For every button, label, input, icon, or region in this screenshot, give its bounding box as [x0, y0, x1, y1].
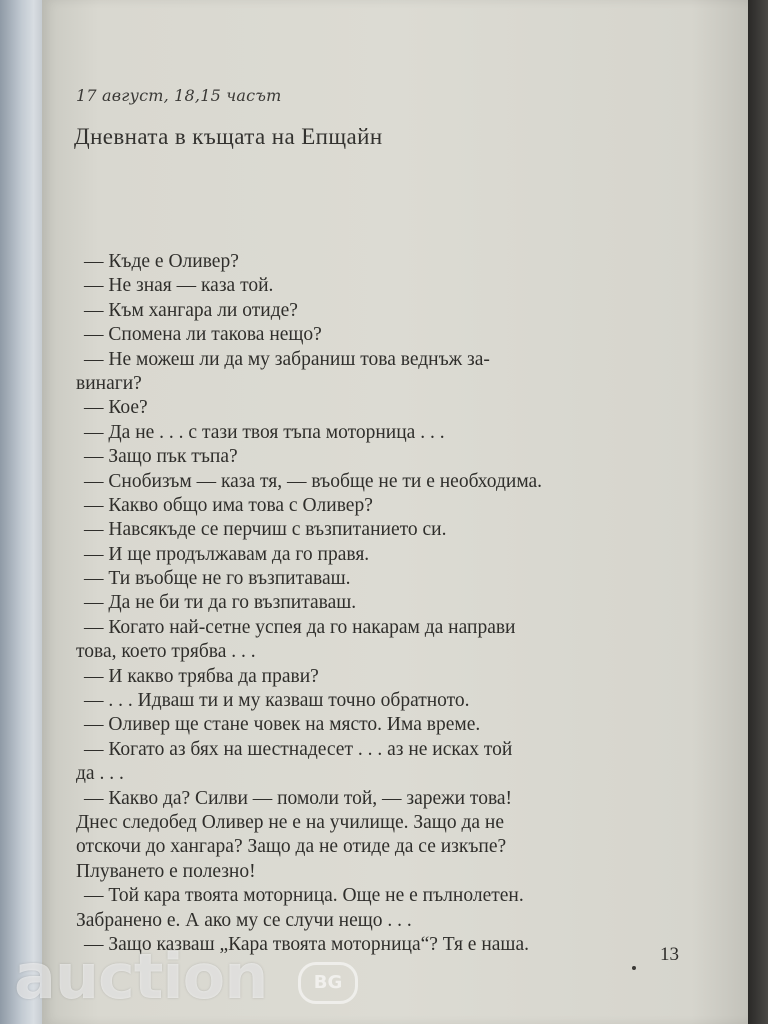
text-line: — Навсякъде се перчиш с възпитанието си.	[84, 519, 447, 541]
text-line: — Снобизъм — каза тя, — въобще не ти е необходима.	[84, 470, 543, 492]
chapter-title: Дневната в къщата на Епщайн	[74, 124, 383, 149]
page-number: 13	[660, 944, 679, 965]
text-line: — Не зная — каза той.	[84, 275, 274, 297]
text-line: — Спомена ли такова нещо?	[84, 324, 322, 346]
dialogue-text-block	[76, 250, 686, 957]
page-right-edge	[748, 0, 768, 1024]
text-line: — Да не би ти да го възпитаваш.	[84, 592, 357, 614]
text-line: това, което трябва . . .	[76, 641, 256, 663]
text-line: — Когато аз бях на шестнадесет . . . аз не исках той	[84, 738, 513, 760]
text-line: — Кое?	[84, 397, 148, 419]
text-line: — Оливер ще стане човек на място. Има време.	[84, 714, 481, 736]
text-line: Плуването е полезно!	[76, 860, 256, 882]
text-line: отскочи до хангара? Защо да не отиде да се изкъпе?	[76, 836, 507, 858]
text-line: — И ще продължавам да го правя.	[84, 543, 370, 565]
text-line: — Той кара твоята моторница. Още не е пълнолетен.	[84, 885, 524, 907]
text-line: — Какво да? Силви — помоли той, — зарежи това!	[84, 787, 513, 809]
book-binding-edge	[0, 0, 48, 1024]
text-line: да . . .	[76, 763, 124, 785]
text-line: — Ти въобще не го възпитаваш.	[84, 568, 351, 590]
text-line: — Къде е Оливер?	[84, 251, 239, 272]
page-dot	[632, 966, 636, 970]
text-line: — Не можеш ли да му забраниш това веднъж за-	[84, 348, 490, 370]
text-line: Забранено е. А ако му се случи нещо . . .	[76, 909, 412, 931]
text-line: — Защо казваш „Кара твоята моторница“? Тя е наша.	[84, 933, 529, 955]
text-line: — . . . Идваш ти и му казваш точно обратното.	[84, 690, 470, 712]
text-line: — Да не . . . с тази твоя тъпа моторница . . .	[84, 421, 445, 443]
date-time-heading: 17 август, 18,15 часът	[76, 86, 282, 105]
text-line: — Когато най-сетне успея да го накарам да направи	[84, 616, 516, 638]
watermark-badge: BG	[298, 962, 358, 1004]
text-line: — Към хангара ли отиде?	[84, 299, 298, 321]
text-line: — Защо пък тъпа?	[84, 446, 238, 468]
text-line: винаги?	[76, 372, 142, 394]
text-line: — И какво трябва да прави?	[84, 665, 319, 687]
watermark-logo: auction	[14, 940, 268, 1013]
text-line: — Какво общо има това с Оливер?	[84, 494, 373, 516]
text-line: Днес следобед Оливер не е на училище. Защо да не	[76, 811, 504, 833]
